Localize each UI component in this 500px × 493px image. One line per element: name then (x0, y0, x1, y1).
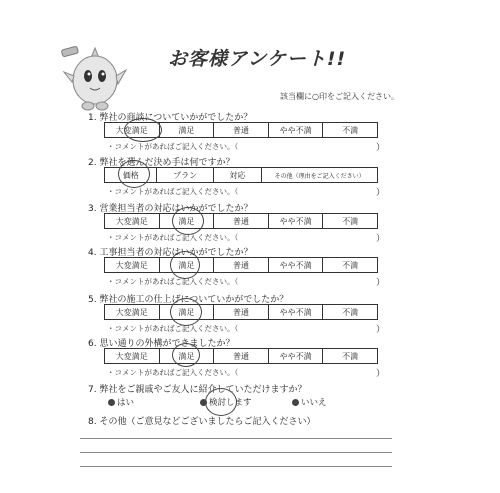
q1-close-paren: ） (376, 143, 386, 153)
question-3: 3. 営業担当者の対応はいかがでしたか？ (88, 204, 253, 214)
q3-option[interactable]: 不満 (342, 216, 359, 226)
q2-close-paren: ） (376, 188, 386, 198)
question-7: 7. 弊社をご親戚やご友人に紹介していただけますか？ (88, 385, 307, 395)
q3-option[interactable]: 普通 (214, 214, 269, 228)
q3-rating-row (104, 213, 378, 229)
radio-dot-icon (292, 399, 299, 406)
q6-option[interactable]: 満足 (160, 349, 215, 363)
q2-comment-label: ・コメントがあればご記入ください。（ (107, 187, 239, 196)
q5-option[interactable]: 普通 (214, 305, 269, 319)
q4-option[interactable]: 満足 (160, 258, 215, 272)
question-4: 4. 工事担当者の対応はいかがでしたか？ (88, 248, 253, 258)
survey-title: お客様アンケート!! (168, 48, 347, 70)
q4-option[interactable]: 大変満足 (105, 258, 160, 272)
q4-close-paren: ） (376, 278, 386, 288)
q5-comment-label: ・コメントがあればご記入ください。（ (107, 324, 239, 333)
q5-option[interactable]: やや不満 (269, 305, 324, 319)
q2-option[interactable]: その他（理由をご記入ください） (274, 172, 365, 180)
q1-option[interactable]: やや不満 (269, 123, 324, 137)
q3-option[interactable]: 満足 (160, 214, 215, 228)
q2-option[interactable]: プラン (157, 168, 213, 182)
answer-line[interactable] (80, 438, 392, 439)
q4-rating-row (104, 257, 378, 273)
q3-close-paren: ） (376, 234, 386, 244)
q6-option[interactable]: 普通 (214, 349, 269, 363)
q4-option[interactable]: 不満 (342, 260, 359, 270)
q5-rating-row (104, 304, 378, 320)
q4-comment-label: ・コメントがあればご記入ください。（ (107, 277, 239, 286)
question-5: 5. 弊社の施工の仕上げについていかがでしたか？ (88, 295, 289, 305)
q3-option[interactable]: 大変満足 (105, 214, 160, 228)
q2-option[interactable]: 価格 (105, 168, 157, 182)
q7-option-consider[interactable]: 検討します (200, 396, 252, 408)
q1-option[interactable]: 大変満足 (105, 123, 160, 137)
answer-line[interactable] (80, 452, 392, 453)
q7-option-no[interactable]: いいえ (292, 396, 327, 408)
q3-option[interactable]: やや不満 (269, 214, 324, 228)
question-6: 6. 思い通りの外構ができましたか？ (88, 339, 235, 349)
q4-option[interactable]: やや不満 (269, 258, 324, 272)
q5-option[interactable]: 大変満足 (105, 305, 160, 319)
answer-line[interactable] (80, 466, 392, 467)
q1-comment-label: ・コメントがあればご記入ください。（ (107, 142, 239, 151)
q5-option[interactable]: 満足 (160, 305, 215, 319)
q1-option[interactable]: 満足 (160, 123, 215, 137)
radio-dot-icon (200, 399, 207, 406)
radio-dot-icon (108, 399, 115, 406)
q6-option[interactable]: 不満 (342, 351, 359, 361)
q1-option[interactable]: 不満 (342, 125, 359, 135)
q4-option[interactable]: 普通 (214, 258, 269, 272)
q5-option[interactable]: 不満 (342, 307, 359, 317)
q6-option[interactable]: 大変満足 (105, 349, 160, 363)
q1-option[interactable]: 普通 (214, 123, 269, 137)
q6-rating-row (104, 348, 378, 364)
question-8: 8. その他（ご意見などございましたらご記入ください） (88, 417, 316, 427)
mascot-illustration (60, 42, 130, 114)
q3-comment-label: ・コメントがあればご記入ください。（ (107, 233, 239, 242)
q7-option-yes[interactable]: はい (108, 396, 134, 408)
question-2: 2. 弊社を選んだ決め手は何ですか？ (88, 158, 235, 168)
q6-close-paren: ） (376, 369, 386, 379)
question-1: 1. 弊社の商談についていかがでしたか？ (88, 113, 253, 123)
q5-close-paren: ） (376, 325, 386, 335)
q6-comment-label: ・コメントがあればご記入ください。（ (107, 368, 239, 377)
q6-option[interactable]: やや不満 (269, 349, 324, 363)
instruction-text: 該当欄に○印をご記入ください。 (280, 92, 399, 101)
q2-option-row (104, 167, 378, 183)
q2-option[interactable]: 対応 (214, 168, 262, 182)
q1-rating-row (104, 122, 378, 138)
